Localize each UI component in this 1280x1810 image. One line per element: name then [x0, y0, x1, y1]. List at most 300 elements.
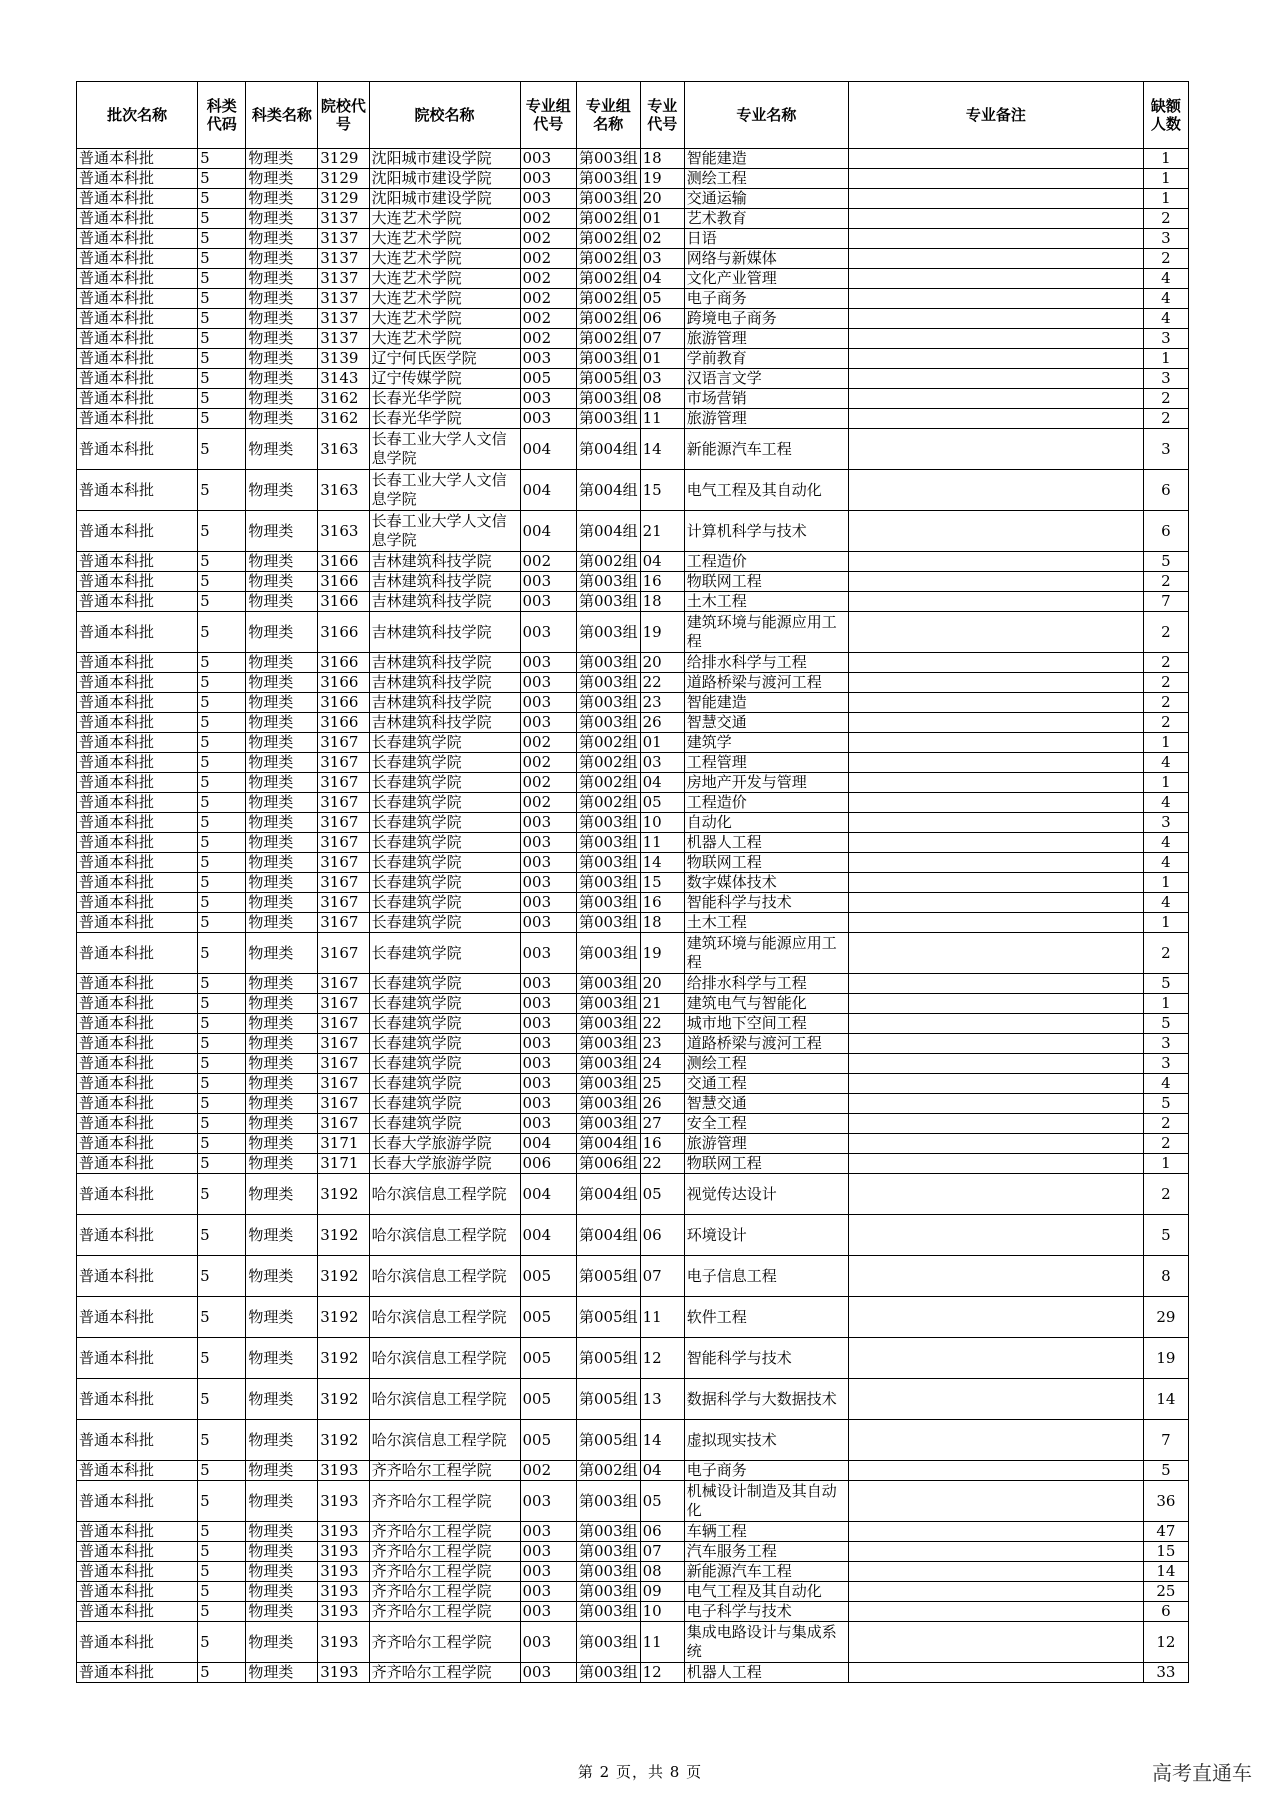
cell-school-code: 3166	[318, 653, 369, 673]
cell-batch: 普通本科批	[77, 1297, 198, 1338]
cell-major-name: 工程管理	[684, 753, 848, 773]
cell-major-note	[849, 349, 1144, 369]
cell-category-name: 物理类	[246, 369, 318, 389]
cell-vacancy: 7	[1143, 1420, 1188, 1461]
cell-category-code: 5	[198, 429, 246, 470]
cell-major-name: 物联网工程	[684, 1154, 848, 1174]
cell-school-name: 吉林建筑科技学院	[369, 572, 520, 592]
cell-category-code: 5	[198, 833, 246, 853]
cell-vacancy: 4	[1143, 289, 1188, 309]
cell-group-code: 003	[520, 1114, 576, 1134]
cell-school-name: 大连艺术学院	[369, 209, 520, 229]
cell-major-name: 虚拟现实技术	[684, 1420, 848, 1461]
cell-group-name: 第003组	[576, 1034, 640, 1054]
cell-school-name: 吉林建筑科技学院	[369, 612, 520, 653]
table-row	[77, 833, 1189, 853]
cell-vacancy: 3	[1143, 429, 1188, 470]
header-batch: 批次名称	[77, 82, 198, 149]
cell-batch: 普通本科批	[77, 994, 198, 1014]
cell-major-code: 04	[640, 773, 684, 793]
cell-major-note	[849, 1420, 1144, 1461]
cell-school-code: 3167	[318, 833, 369, 853]
cell-category-name: 物理类	[246, 974, 318, 994]
cell-group-code: 005	[520, 369, 576, 389]
cell-major-name: 文化产业管理	[684, 269, 848, 289]
table-row	[77, 1074, 1189, 1094]
cell-vacancy: 2	[1143, 209, 1188, 229]
cell-group-code: 003	[520, 1014, 576, 1034]
cell-category-name: 物理类	[246, 994, 318, 1014]
cell-major-code: 20	[640, 653, 684, 673]
cell-major-note	[849, 1014, 1144, 1034]
cell-major-code: 21	[640, 994, 684, 1014]
cell-school-name: 沈阳城市建设学院	[369, 189, 520, 209]
cell-vacancy: 4	[1143, 893, 1188, 913]
cell-major-name: 自动化	[684, 813, 848, 833]
cell-school-code: 3137	[318, 229, 369, 249]
cell-major-note	[849, 693, 1144, 713]
cell-category-name: 物理类	[246, 1297, 318, 1338]
cell-group-code: 003	[520, 853, 576, 873]
cell-category-code: 5	[198, 1174, 246, 1215]
cell-category-name: 物理类	[246, 673, 318, 693]
cell-school-code: 3137	[318, 329, 369, 349]
cell-major-name: 交通工程	[684, 1074, 848, 1094]
cell-major-code: 19	[640, 169, 684, 189]
cell-school-name: 大连艺术学院	[369, 249, 520, 269]
cell-vacancy: 2	[1143, 572, 1188, 592]
cell-category-name: 物理类	[246, 1174, 318, 1215]
cell-batch: 普通本科批	[77, 1034, 198, 1054]
cell-major-code: 05	[640, 289, 684, 309]
cell-major-name: 网络与新媒体	[684, 249, 848, 269]
cell-major-name: 智慧交通	[684, 1094, 848, 1114]
cell-school-code: 3192	[318, 1338, 369, 1379]
cell-vacancy: 1	[1143, 169, 1188, 189]
cell-category-code: 5	[198, 1054, 246, 1074]
cell-category-name: 物理类	[246, 893, 318, 913]
cell-major-name: 市场营销	[684, 389, 848, 409]
cell-category-name: 物理类	[246, 913, 318, 933]
cell-vacancy: 5	[1143, 552, 1188, 572]
cell-major-code: 26	[640, 713, 684, 733]
cell-vacancy: 8	[1143, 1256, 1188, 1297]
cell-major-code: 01	[640, 209, 684, 229]
cell-major-code: 25	[640, 1074, 684, 1094]
cell-major-note	[849, 853, 1144, 873]
admission-table	[76, 81, 1189, 1683]
cell-group-name: 第003组	[576, 612, 640, 653]
cell-group-name: 第003组	[576, 1094, 640, 1114]
cell-category-name: 物理类	[246, 169, 318, 189]
table-row	[77, 572, 1189, 592]
cell-category-code: 5	[198, 753, 246, 773]
cell-major-note	[849, 309, 1144, 329]
table-row	[77, 1663, 1189, 1683]
cell-major-note	[849, 1602, 1144, 1622]
cell-category-code: 5	[198, 1602, 246, 1622]
cell-group-code: 003	[520, 169, 576, 189]
cell-school-code: 3167	[318, 994, 369, 1014]
cell-major-code: 18	[640, 913, 684, 933]
cell-group-code: 003	[520, 1622, 576, 1663]
cell-major-note	[849, 1461, 1144, 1481]
cell-major-note	[849, 1114, 1144, 1134]
cell-major-name: 测绘工程	[684, 169, 848, 189]
cell-school-name: 沈阳城市建设学院	[369, 149, 520, 169]
cell-group-code: 003	[520, 994, 576, 1014]
table-row	[77, 409, 1189, 429]
cell-school-code: 3193	[318, 1582, 369, 1602]
cell-group-code: 003	[520, 572, 576, 592]
cell-major-code: 14	[640, 429, 684, 470]
page-footer: 第 2 页，共 8 页	[577, 1763, 703, 1781]
cell-major-code: 20	[640, 189, 684, 209]
cell-major-name: 交通运输	[684, 189, 848, 209]
cell-school-code: 3143	[318, 369, 369, 389]
cell-batch: 普通本科批	[77, 974, 198, 994]
table-row	[77, 1562, 1189, 1582]
cell-batch: 普通本科批	[77, 793, 198, 813]
cell-batch: 普通本科批	[77, 773, 198, 793]
cell-vacancy: 1	[1143, 349, 1188, 369]
cell-batch: 普通本科批	[77, 933, 198, 974]
cell-vacancy: 3	[1143, 369, 1188, 389]
cell-major-name: 机器人工程	[684, 1663, 848, 1683]
cell-major-note	[849, 552, 1144, 572]
cell-category-code: 5	[198, 1562, 246, 1582]
cell-group-name: 第002组	[576, 309, 640, 329]
cell-major-code: 05	[640, 793, 684, 813]
cell-category-code: 5	[198, 229, 246, 249]
table-row	[77, 552, 1189, 572]
cell-category-code: 5	[198, 552, 246, 572]
cell-major-name: 工程造价	[684, 793, 848, 813]
cell-major-name: 建筑电气与智能化	[684, 994, 848, 1014]
cell-category-name: 物理类	[246, 1481, 318, 1522]
cell-category-code: 5	[198, 470, 246, 511]
cell-category-name: 物理类	[246, 713, 318, 733]
cell-school-name: 长春工业大学人文信息学院	[369, 511, 520, 552]
cell-category-name: 物理类	[246, 592, 318, 612]
cell-group-code: 003	[520, 1542, 576, 1562]
cell-major-name: 道路桥梁与渡河工程	[684, 1034, 848, 1054]
header-major-note: 专业备注	[849, 82, 1144, 149]
cell-school-code: 3192	[318, 1420, 369, 1461]
cell-vacancy: 3	[1143, 813, 1188, 833]
table-row	[77, 974, 1189, 994]
cell-group-name: 第004组	[576, 470, 640, 511]
cell-major-code: 04	[640, 552, 684, 572]
cell-group-code: 003	[520, 1602, 576, 1622]
cell-category-name: 物理类	[246, 1215, 318, 1256]
cell-major-name: 电子商务	[684, 1461, 848, 1481]
cell-group-name: 第003组	[576, 933, 640, 974]
cell-vacancy: 4	[1143, 753, 1188, 773]
cell-major-name: 环境设计	[684, 1215, 848, 1256]
cell-school-name: 吉林建筑科技学院	[369, 592, 520, 612]
table-row	[77, 612, 1189, 653]
cell-major-name: 数字媒体技术	[684, 873, 848, 893]
cell-category-name: 物理类	[246, 773, 318, 793]
table-row	[77, 1256, 1189, 1297]
cell-group-name: 第003组	[576, 833, 640, 853]
table-row	[77, 229, 1189, 249]
cell-batch: 普通本科批	[77, 511, 198, 552]
cell-vacancy: 6	[1143, 511, 1188, 552]
cell-batch: 普通本科批	[77, 1542, 198, 1562]
cell-category-code: 5	[198, 409, 246, 429]
cell-group-name: 第003组	[576, 913, 640, 933]
cell-batch: 普通本科批	[77, 733, 198, 753]
cell-category-name: 物理类	[246, 269, 318, 289]
cell-batch: 普通本科批	[77, 552, 198, 572]
cell-category-name: 物理类	[246, 1562, 318, 1582]
table-row	[77, 309, 1189, 329]
cell-major-note	[849, 470, 1144, 511]
cell-group-name: 第003组	[576, 1622, 640, 1663]
cell-major-name: 道路桥梁与渡河工程	[684, 673, 848, 693]
cell-vacancy: 5	[1143, 1014, 1188, 1034]
cell-school-name: 齐齐哈尔工程学院	[369, 1481, 520, 1522]
cell-major-note	[849, 1174, 1144, 1215]
cell-major-code: 11	[640, 409, 684, 429]
cell-vacancy: 2	[1143, 933, 1188, 974]
cell-category-name: 物理类	[246, 1622, 318, 1663]
table-row	[77, 853, 1189, 873]
cell-category-name: 物理类	[246, 409, 318, 429]
cell-group-code: 002	[520, 552, 576, 572]
cell-category-name: 物理类	[246, 1522, 318, 1542]
cell-group-code: 003	[520, 409, 576, 429]
cell-group-code: 003	[520, 1522, 576, 1542]
cell-category-code: 5	[198, 289, 246, 309]
cell-category-code: 5	[198, 511, 246, 552]
cell-category-name: 物理类	[246, 309, 318, 329]
cell-category-name: 物理类	[246, 572, 318, 592]
cell-school-code: 3167	[318, 813, 369, 833]
cell-batch: 普通本科批	[77, 369, 198, 389]
cell-vacancy: 6	[1143, 470, 1188, 511]
cell-group-code: 004	[520, 1134, 576, 1154]
cell-school-name: 大连艺术学院	[369, 309, 520, 329]
cell-group-name: 第003组	[576, 1481, 640, 1522]
cell-school-code: 3129	[318, 149, 369, 169]
table-row	[77, 893, 1189, 913]
cell-group-code: 002	[520, 289, 576, 309]
table-row	[77, 1379, 1189, 1420]
cell-vacancy: 1	[1143, 873, 1188, 893]
cell-school-code: 3166	[318, 713, 369, 733]
cell-vacancy: 19	[1143, 1338, 1188, 1379]
cell-school-name: 长春大学旅游学院	[369, 1134, 520, 1154]
cell-category-code: 5	[198, 572, 246, 592]
header-group-name: 专业组名称	[576, 82, 640, 149]
cell-major-code: 11	[640, 833, 684, 853]
cell-category-name: 物理类	[246, 1014, 318, 1034]
cell-major-note	[849, 149, 1144, 169]
cell-major-name: 电子商务	[684, 289, 848, 309]
cell-major-name: 新能源汽车工程	[684, 1562, 848, 1582]
cell-category-code: 5	[198, 773, 246, 793]
cell-major-note	[849, 1034, 1144, 1054]
cell-batch: 普通本科批	[77, 1215, 198, 1256]
table-row	[77, 1034, 1189, 1054]
cell-school-code: 3167	[318, 1074, 369, 1094]
cell-school-code: 3192	[318, 1215, 369, 1256]
cell-major-name: 给排水科学与工程	[684, 653, 848, 673]
cell-vacancy: 4	[1143, 1074, 1188, 1094]
cell-batch: 普通本科批	[77, 1481, 198, 1522]
cell-major-note	[849, 209, 1144, 229]
cell-batch: 普通本科批	[77, 673, 198, 693]
cell-major-code: 03	[640, 753, 684, 773]
table-row	[77, 1602, 1189, 1622]
cell-vacancy: 4	[1143, 309, 1188, 329]
table-row	[77, 753, 1189, 773]
cell-school-name: 齐齐哈尔工程学院	[369, 1622, 520, 1663]
cell-major-name: 机械设计制造及其自动化	[684, 1481, 848, 1522]
cell-major-code: 08	[640, 1562, 684, 1582]
cell-group-name: 第003组	[576, 1522, 640, 1542]
cell-school-code: 3163	[318, 470, 369, 511]
cell-group-name: 第002组	[576, 793, 640, 813]
cell-vacancy: 2	[1143, 673, 1188, 693]
cell-major-name: 建筑环境与能源应用工程	[684, 933, 848, 974]
cell-school-code: 3166	[318, 673, 369, 693]
cell-category-code: 5	[198, 389, 246, 409]
cell-major-name: 智能建造	[684, 693, 848, 713]
cell-batch: 普通本科批	[77, 1256, 198, 1297]
cell-vacancy: 29	[1143, 1297, 1188, 1338]
cell-major-code: 03	[640, 369, 684, 389]
cell-school-name: 长春建筑学院	[369, 913, 520, 933]
header-group-code: 专业组代号	[520, 82, 576, 149]
cell-school-code: 3193	[318, 1562, 369, 1582]
cell-group-code: 003	[520, 833, 576, 853]
cell-school-code: 3163	[318, 511, 369, 552]
cell-group-name: 第004组	[576, 429, 640, 470]
cell-batch: 普通本科批	[77, 349, 198, 369]
cell-group-name: 第002组	[576, 269, 640, 289]
cell-batch: 普通本科批	[77, 189, 198, 209]
cell-major-code: 06	[640, 1522, 684, 1542]
cell-major-code: 23	[640, 1034, 684, 1054]
cell-major-note	[849, 873, 1144, 893]
cell-vacancy: 3	[1143, 229, 1188, 249]
cell-category-code: 5	[198, 1481, 246, 1522]
cell-major-note	[849, 994, 1144, 1014]
cell-major-name: 物联网工程	[684, 853, 848, 873]
cell-vacancy: 2	[1143, 653, 1188, 673]
table-row	[77, 1014, 1189, 1034]
cell-school-name: 长春建筑学院	[369, 893, 520, 913]
cell-category-code: 5	[198, 1663, 246, 1683]
cell-major-code: 22	[640, 673, 684, 693]
cell-batch: 普通本科批	[77, 149, 198, 169]
cell-major-name: 视觉传达设计	[684, 1174, 848, 1215]
cell-major-note	[849, 813, 1144, 833]
cell-major-code: 15	[640, 873, 684, 893]
cell-school-name: 大连艺术学院	[369, 329, 520, 349]
table-row	[77, 1622, 1189, 1663]
cell-group-name: 第003组	[576, 1054, 640, 1074]
cell-group-code: 004	[520, 1174, 576, 1215]
cell-group-code: 004	[520, 511, 576, 552]
cell-category-code: 5	[198, 673, 246, 693]
cell-major-code: 14	[640, 1420, 684, 1461]
cell-group-code: 002	[520, 309, 576, 329]
cell-major-code: 19	[640, 933, 684, 974]
cell-group-code: 003	[520, 713, 576, 733]
cell-major-code: 24	[640, 1054, 684, 1074]
cell-school-code: 3193	[318, 1622, 369, 1663]
cell-batch: 普通本科批	[77, 289, 198, 309]
cell-category-code: 5	[198, 853, 246, 873]
table-row	[77, 1154, 1189, 1174]
table-row	[77, 1134, 1189, 1154]
cell-category-name: 物理类	[246, 813, 318, 833]
cell-school-name: 长春光华学院	[369, 389, 520, 409]
table-row	[77, 1054, 1189, 1074]
cell-school-code: 3137	[318, 269, 369, 289]
cell-group-code: 003	[520, 1054, 576, 1074]
cell-major-note	[849, 1134, 1144, 1154]
cell-category-name: 物理类	[246, 552, 318, 572]
cell-group-code: 003	[520, 1582, 576, 1602]
table-row	[77, 813, 1189, 833]
table-row	[77, 389, 1189, 409]
cell-group-code: 002	[520, 229, 576, 249]
table-row	[77, 653, 1189, 673]
cell-group-code: 005	[520, 1338, 576, 1379]
cell-vacancy: 1	[1143, 994, 1188, 1014]
table-body	[77, 149, 1189, 1683]
cell-vacancy: 5	[1143, 1094, 1188, 1114]
cell-vacancy: 1	[1143, 1154, 1188, 1174]
cell-category-name: 物理类	[246, 1338, 318, 1379]
cell-major-name: 旅游管理	[684, 329, 848, 349]
cell-batch: 普通本科批	[77, 389, 198, 409]
cell-batch: 普通本科批	[77, 1461, 198, 1481]
cell-category-name: 物理类	[246, 1134, 318, 1154]
cell-school-code: 3192	[318, 1297, 369, 1338]
cell-group-code: 003	[520, 1663, 576, 1683]
cell-major-code: 05	[640, 1174, 684, 1215]
cell-category-code: 5	[198, 1542, 246, 1562]
cell-school-name: 长春建筑学院	[369, 833, 520, 853]
cell-group-code: 004	[520, 470, 576, 511]
cell-batch: 普通本科批	[77, 713, 198, 733]
cell-group-name: 第003组	[576, 1014, 640, 1034]
cell-major-name: 旅游管理	[684, 1134, 848, 1154]
cell-school-name: 齐齐哈尔工程学院	[369, 1602, 520, 1622]
cell-major-name: 电气工程及其自动化	[684, 1582, 848, 1602]
cell-school-code: 3167	[318, 753, 369, 773]
cell-batch: 普通本科批	[77, 1602, 198, 1622]
cell-category-name: 物理类	[246, 249, 318, 269]
cell-group-code: 002	[520, 249, 576, 269]
cell-major-note	[849, 913, 1144, 933]
cell-school-code: 3139	[318, 349, 369, 369]
cell-school-code: 3171	[318, 1134, 369, 1154]
cell-group-code: 003	[520, 389, 576, 409]
cell-major-code: 12	[640, 1338, 684, 1379]
cell-group-code: 002	[520, 269, 576, 289]
header-major-code: 专业代号	[640, 82, 684, 149]
table-row	[77, 773, 1189, 793]
cell-school-name: 吉林建筑科技学院	[369, 693, 520, 713]
